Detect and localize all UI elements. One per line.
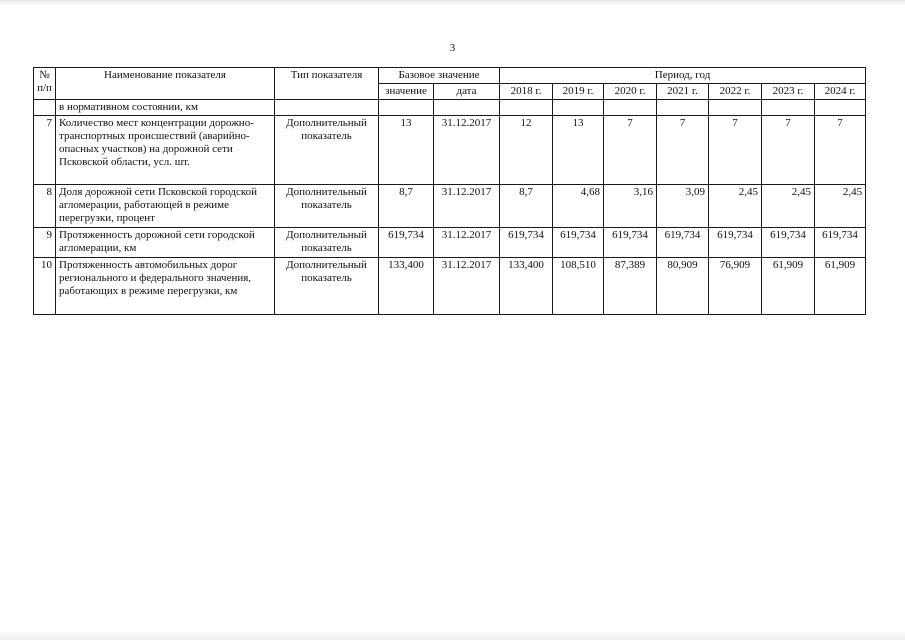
header-period: Период, год — [500, 68, 866, 84]
row-value: 2,45 — [762, 185, 815, 228]
row-value: 2,45 — [709, 185, 762, 228]
row-name: Протяженность дорожной сети городской агломерации, км — [56, 228, 275, 258]
header-year: 2022 г. — [709, 84, 762, 100]
row-value: 619,734 — [709, 228, 762, 258]
table-row — [34, 185, 866, 228]
row-base-date: 31.12.2017 — [434, 258, 500, 315]
page-number: 3 — [449, 42, 456, 54]
row-num: 8 — [34, 185, 56, 228]
row-base-value: 133,400 — [379, 258, 434, 315]
row-value: 619,734 — [500, 228, 553, 258]
empty-cell — [657, 100, 709, 116]
row-value: 61,909 — [762, 258, 815, 315]
empty-cell — [709, 100, 762, 116]
row-value: 76,909 — [709, 258, 762, 315]
row-value: 619,734 — [604, 228, 657, 258]
row-value: 133,400 — [500, 258, 553, 315]
header-base-date: дата — [434, 84, 500, 100]
row-value: 7 — [762, 116, 815, 185]
row-base-value: 619,734 — [379, 228, 434, 258]
header-type: Тип показателя — [275, 68, 379, 100]
indicator-table — [33, 67, 866, 315]
row-value: 2,45 — [815, 185, 866, 228]
row-value: 3,09 — [657, 185, 709, 228]
row-name: Количество мест концентрации дорожно-транспортных происшествий (аварийно-опасных участков) на дорожной сети Псковской области, усл. шт. — [56, 116, 275, 185]
header-year: 2021 г. — [657, 84, 709, 100]
row-value: 12 — [500, 116, 553, 185]
header-year: 2020 г. — [604, 84, 657, 100]
header-num: № п/п — [34, 68, 56, 100]
row-value: 108,510 — [553, 258, 604, 315]
header-row — [34, 68, 866, 84]
empty-cell — [275, 100, 379, 116]
empty-cell — [553, 100, 604, 116]
continuation-name: в нормативном состоянии, км — [56, 100, 275, 116]
row-type: Дополнительный показатель — [275, 185, 379, 228]
header-year: 2024 г. — [815, 84, 866, 100]
table-row — [34, 258, 866, 315]
row-value: 7 — [657, 116, 709, 185]
row-value: 7 — [815, 116, 866, 185]
empty-cell — [500, 100, 553, 116]
row-value: 3,16 — [604, 185, 657, 228]
row-num: 9 — [34, 228, 56, 258]
continuation-row — [34, 100, 866, 116]
row-name: Протяженность автомобильных дорог регионального и федерального значения, работающих в режиме перегрузки, км — [56, 258, 275, 315]
scan-edge-bottom — [0, 630, 905, 640]
row-value: 13 — [553, 116, 604, 185]
table-row — [34, 228, 866, 258]
row-num: 10 — [34, 258, 56, 315]
row-value: 87,389 — [604, 258, 657, 315]
header-name: Наименование показателя — [56, 68, 275, 100]
row-value: 8,7 — [500, 185, 553, 228]
row-value: 7 — [709, 116, 762, 185]
row-base-value: 13 — [379, 116, 434, 185]
empty-cell — [434, 100, 500, 116]
row-value: 80,909 — [657, 258, 709, 315]
header-base: Базовое значение — [379, 68, 500, 84]
row-base-value: 8,7 — [379, 185, 434, 228]
row-type: Дополнительный показатель — [275, 228, 379, 258]
row-value: 7 — [604, 116, 657, 185]
row-value: 619,734 — [762, 228, 815, 258]
row-base-date: 31.12.2017 — [434, 228, 500, 258]
row-type: Дополнительный показатель — [275, 116, 379, 185]
row-value: 4,68 — [553, 185, 604, 228]
header-year: 2019 г. — [553, 84, 604, 100]
row-type: Дополнительный показатель — [275, 258, 379, 315]
row-value: 619,734 — [815, 228, 866, 258]
row-value: 61,909 — [815, 258, 866, 315]
table-row — [34, 116, 866, 185]
row-num: 7 — [34, 116, 56, 185]
scan-edge-top — [0, 0, 905, 6]
header-base-value: значение — [379, 84, 434, 100]
row-value: 619,734 — [657, 228, 709, 258]
row-base-date: 31.12.2017 — [434, 185, 500, 228]
header-year: 2023 г. — [762, 84, 815, 100]
row-name: Доля дорожной сети Псковской городской агломерации, работающей в режиме перегрузки, процент — [56, 185, 275, 228]
header-year: 2018 г. — [500, 84, 553, 100]
empty-cell — [379, 100, 434, 116]
row-value: 619,734 — [553, 228, 604, 258]
empty-cell — [815, 100, 866, 116]
empty-cell — [604, 100, 657, 116]
row-base-date: 31.12.2017 — [434, 116, 500, 185]
empty-cell — [34, 100, 56, 116]
empty-cell — [762, 100, 815, 116]
